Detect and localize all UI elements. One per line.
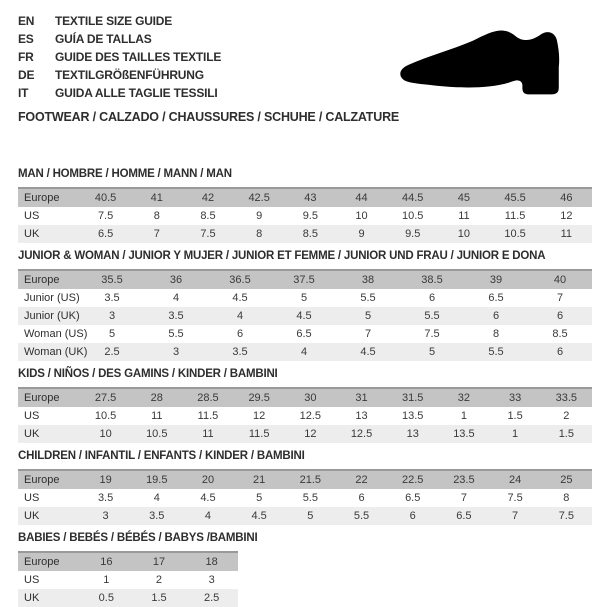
size-value: 12 xyxy=(253,410,266,422)
size-value: 7.5 xyxy=(200,228,216,240)
size-value: 5.5 xyxy=(424,310,440,322)
size-value: 4.5 xyxy=(232,292,248,304)
size-value: 2 xyxy=(563,410,570,422)
size-value: 7.5 xyxy=(97,210,114,222)
size-value: 5.5 xyxy=(168,328,184,340)
size-value: 6 xyxy=(556,310,564,322)
table-row xyxy=(18,307,592,325)
size-value: 7.5 xyxy=(424,328,440,340)
language-guide-title: TEXTILE SIZE GUIDE xyxy=(55,14,173,28)
section-title: JUNIOR & WOMAN / JUNIOR Y MUJER / JUNIOR ET FEMME / JUNIOR UND FRAU / JUNIOR E DONA xyxy=(18,250,546,262)
size-value: 3 xyxy=(208,574,215,586)
size-value: 4.5 xyxy=(251,510,267,522)
size-value: 11 xyxy=(202,428,214,440)
language-guide-title: GUIDE DES TAILLES TEXTILE xyxy=(55,50,222,64)
language-guide-title: GUÍA DE TALLAS xyxy=(55,32,152,46)
table-row xyxy=(18,343,592,361)
table-row xyxy=(18,407,592,425)
size-value: 10 xyxy=(355,210,368,222)
size-value: 20 xyxy=(201,474,215,486)
size-value: 8.5 xyxy=(552,328,568,340)
size-value: 6 xyxy=(556,346,564,358)
size-value: 10 xyxy=(99,428,112,440)
size-value: 7 xyxy=(364,328,372,340)
size-value: 7 xyxy=(512,510,519,522)
size-table-children xyxy=(18,469,592,525)
size-section-junior-woman xyxy=(18,250,592,361)
row-label: UK xyxy=(24,228,40,240)
size-value: 1.5 xyxy=(151,592,167,604)
section-title: BABIES / BEBÉS / BÉBÉS / BABYS /BAMBINI xyxy=(18,532,258,544)
row-label: UK xyxy=(24,428,40,440)
size-value: 8 xyxy=(563,492,570,504)
size-value: 1.5 xyxy=(558,428,574,440)
size-value: 7.5 xyxy=(507,492,523,504)
size-value: 44.5 xyxy=(402,192,424,204)
row-label: UK xyxy=(24,592,40,604)
row-label: Junior (UK) xyxy=(24,310,80,322)
size-value: 30 xyxy=(304,392,317,404)
size-value: 41 xyxy=(150,192,163,204)
size-value: 5.5 xyxy=(488,346,504,358)
size-value: 5.5 xyxy=(353,510,370,522)
size-section-babies xyxy=(18,532,592,607)
row-label: Europe xyxy=(24,192,60,204)
language-guide-title: TEXTILGRÖßENFÜHRUNG xyxy=(55,68,204,82)
language-code: FR xyxy=(18,50,34,64)
size-value: 19.5 xyxy=(146,474,168,486)
size-value: 12.5 xyxy=(299,410,322,422)
size-value: 19 xyxy=(99,474,112,486)
size-value: 7 xyxy=(556,292,564,304)
size-value: 5 xyxy=(307,510,314,522)
language-guide-title: GUIDA ALLE TAGLIE TESSILI xyxy=(55,86,218,100)
size-value: 0.5 xyxy=(98,592,114,604)
size-value: 7 xyxy=(153,228,160,240)
size-value: 11.5 xyxy=(504,210,526,222)
size-value: 23.5 xyxy=(453,474,475,486)
row-label: US xyxy=(24,492,40,504)
category-line: FOOTWEAR / CALZADO / CHAUSSURES / SCHUHE / CALZATURE xyxy=(18,110,400,124)
row-label: US xyxy=(24,210,40,222)
language-code: DE xyxy=(18,68,35,82)
language-code: ES xyxy=(18,32,34,46)
size-value: 3.5 xyxy=(104,292,120,304)
size-value: 32 xyxy=(457,392,471,404)
size-value: 13 xyxy=(406,428,419,440)
size-value: 4 xyxy=(172,292,180,304)
size-value: 22.5 xyxy=(402,474,424,486)
row-label: Europe xyxy=(24,474,60,486)
size-value: 12.5 xyxy=(350,428,373,440)
size-value: 22 xyxy=(355,474,368,486)
size-value: 3.5 xyxy=(232,346,248,358)
table-row xyxy=(18,388,592,407)
size-value: 45 xyxy=(457,192,471,204)
table-row xyxy=(18,325,592,343)
size-value: 3.5 xyxy=(168,310,184,322)
row-label: Europe xyxy=(24,556,60,568)
size-value: 33 xyxy=(508,392,522,404)
table-row xyxy=(18,571,238,589)
size-value: 17 xyxy=(152,556,166,568)
row-label: US xyxy=(24,574,40,586)
size-value: 6 xyxy=(236,328,244,340)
row-label: Woman (US) xyxy=(24,328,88,340)
table-row xyxy=(18,289,592,307)
size-value: 42.5 xyxy=(248,192,270,204)
size-value: 11 xyxy=(458,210,470,222)
size-value: 4 xyxy=(236,310,244,322)
size-value: 5 xyxy=(300,292,308,304)
table-row xyxy=(18,489,592,507)
size-value: 38.5 xyxy=(421,274,443,286)
row-label: Europe xyxy=(24,392,60,404)
size-value: 36.5 xyxy=(229,274,251,286)
table-row xyxy=(18,188,592,207)
size-value: 9 xyxy=(256,210,263,222)
size-value: 3.5 xyxy=(97,492,114,504)
size-value: 28 xyxy=(150,392,163,404)
language-code: IT xyxy=(18,86,29,100)
size-value: 25 xyxy=(560,474,573,486)
row-label: US xyxy=(24,410,40,422)
size-value: 6.5 xyxy=(97,228,114,240)
size-value: 46 xyxy=(560,192,573,204)
table-row xyxy=(18,470,592,489)
size-value: 4.5 xyxy=(200,492,216,504)
size-value: 3 xyxy=(172,346,180,358)
size-value: 21 xyxy=(253,474,266,486)
size-value: 31 xyxy=(355,392,368,404)
size-value: 2 xyxy=(155,574,163,586)
size-value: 1.5 xyxy=(507,410,523,422)
size-value: 35.5 xyxy=(101,274,123,286)
size-value: 18 xyxy=(205,556,218,568)
size-value: 3.5 xyxy=(149,510,165,522)
table-row xyxy=(18,552,238,571)
size-value: 1 xyxy=(103,574,110,586)
language-code: EN xyxy=(18,14,35,28)
size-value: 13.5 xyxy=(453,428,475,440)
size-value: 5 xyxy=(364,310,372,322)
size-value: 1 xyxy=(512,428,519,440)
size-value: 9 xyxy=(358,228,365,240)
size-value: 5.5 xyxy=(360,292,376,304)
size-value: 4 xyxy=(153,492,160,504)
table-row xyxy=(18,207,592,225)
section-title: CHILDREN / INFANTIL / ENFANTS / KINDER / BAMBINI xyxy=(18,450,305,462)
row-label: Junior (US) xyxy=(24,292,80,304)
size-value: 6.5 xyxy=(488,292,504,304)
size-value: 39 xyxy=(489,274,503,286)
size-value: 2.5 xyxy=(204,592,220,604)
size-value: 2.5 xyxy=(104,346,120,358)
size-value: 5 xyxy=(428,346,436,358)
size-value: 10.5 xyxy=(504,228,526,240)
size-value: 29.5 xyxy=(248,392,270,404)
size-section-man xyxy=(18,168,592,243)
table-row xyxy=(18,589,238,607)
size-value: 21.5 xyxy=(299,474,322,486)
section-title: MAN / HOMBRE / HOMME / MANN / MAN xyxy=(18,168,232,180)
size-value: 12 xyxy=(304,428,317,440)
size-value: 43 xyxy=(304,192,317,204)
size-value: 10 xyxy=(457,228,471,240)
size-value: 11.5 xyxy=(248,428,270,440)
size-value: 45.5 xyxy=(504,192,526,204)
size-value: 7.5 xyxy=(558,510,574,522)
size-section-children xyxy=(18,450,592,525)
row-label: UK xyxy=(24,510,40,522)
size-value: 24 xyxy=(508,474,522,486)
size-value: 4 xyxy=(300,346,308,358)
dress-shoe-icon xyxy=(396,22,578,108)
size-value: 3 xyxy=(108,310,116,322)
size-value: 42 xyxy=(201,192,215,204)
size-value: 4 xyxy=(204,510,212,522)
size-value: 10.5 xyxy=(402,210,424,222)
size-value: 6.5 xyxy=(456,510,472,522)
size-value: 4.5 xyxy=(296,310,312,322)
table-row xyxy=(18,270,592,289)
size-value: 40.5 xyxy=(94,192,117,204)
size-table-kids xyxy=(18,387,592,443)
size-value: 5 xyxy=(256,492,263,504)
size-value: 40 xyxy=(553,274,567,286)
size-value: 6.5 xyxy=(405,492,421,504)
size-section-kids xyxy=(18,368,592,443)
size-value: 31.5 xyxy=(402,392,424,404)
size-value: 6 xyxy=(358,492,365,504)
size-value: 36 xyxy=(169,274,183,286)
size-value: 12 xyxy=(560,210,573,222)
size-value: 13 xyxy=(355,410,368,422)
size-value: 8 xyxy=(492,328,500,340)
size-value: 27.5 xyxy=(94,392,117,404)
size-value: 37.5 xyxy=(293,274,315,286)
size-value: 11.5 xyxy=(197,410,219,422)
table-row xyxy=(18,425,592,443)
size-value: 28.5 xyxy=(197,392,219,404)
size-table-babies xyxy=(18,551,238,607)
size-value: 11 xyxy=(151,410,163,422)
size-value: 10.5 xyxy=(146,428,168,440)
size-value: 8 xyxy=(256,228,263,240)
table-row xyxy=(18,507,592,525)
size-value: 6.5 xyxy=(296,328,312,340)
size-value: 8.5 xyxy=(302,228,318,240)
size-value: 16 xyxy=(100,556,113,568)
size-value: 6 xyxy=(409,510,416,522)
row-label: Europe xyxy=(24,274,60,286)
size-value: 6 xyxy=(428,292,436,304)
size-table-junior-woman xyxy=(18,269,592,361)
table-row xyxy=(18,225,592,243)
row-label: Woman (UK) xyxy=(24,346,88,358)
size-value: 9.5 xyxy=(302,210,318,222)
size-value: 13.5 xyxy=(402,410,424,422)
size-value: 38 xyxy=(361,274,375,286)
size-value: 5 xyxy=(108,328,116,340)
size-value: 9.5 xyxy=(405,228,421,240)
size-value: 4.5 xyxy=(360,346,376,358)
size-value: 5.5 xyxy=(302,492,318,504)
size-table-man xyxy=(18,187,592,243)
size-value: 10.5 xyxy=(94,410,117,422)
size-value: 33.5 xyxy=(555,392,578,404)
size-value: 44 xyxy=(355,192,368,204)
size-tables xyxy=(18,168,592,607)
size-value: 6 xyxy=(492,310,500,322)
size-value: 1 xyxy=(460,410,467,422)
section-title: KIDS / NIÑOS / DES GAMINS / KINDER / BAMBINI xyxy=(18,368,278,380)
size-value: 11 xyxy=(560,228,573,240)
size-value: 8.5 xyxy=(200,210,216,222)
size-value: 3 xyxy=(102,510,109,522)
size-value: 8 xyxy=(153,210,160,222)
size-value: 7 xyxy=(460,492,467,504)
